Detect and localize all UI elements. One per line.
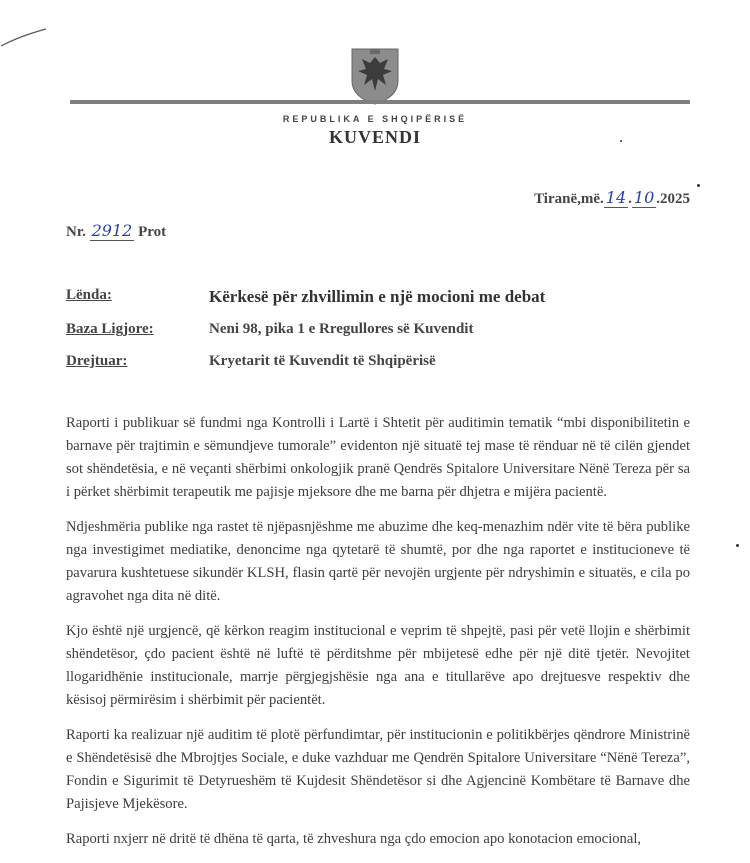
ink-dot xyxy=(620,140,622,142)
header-divider xyxy=(70,100,690,104)
protocol-number-line xyxy=(66,221,166,241)
body-paragraph: Kjo është një urgjencë, që kërkon reagim institucional e veprim të shpejtë, pasi për vetë llojin e shërbimit shëndetësor, çdo pacient është në luftë të përditshme për mbijetesë edhe për një ditë tjetër. Nevojitet llogaridhënie institucionale, marrje përgjegjshësie nga ana e titullarëve apo drejtuesve respektiv dhe kësisoj përmirësim i shërbimit për pacientët. xyxy=(66,623,690,708)
body-paragraph: Raporti nxjerr në dritë të dhëna të qarta, të zhveshura nga çdo emocion apo konotacion emocional, xyxy=(66,831,642,847)
coat-of-arms-emblem xyxy=(350,47,400,105)
letter-body xyxy=(66,412,690,863)
legal-basis-value: Neni 98, pika 1 e Rregullores së Kuvendit xyxy=(209,321,474,337)
pen-stroke-mark xyxy=(0,28,48,48)
institution-heading: KUVENDI xyxy=(328,127,421,147)
ink-dot xyxy=(697,184,700,187)
body-paragraph: Raporti ka realizuar një auditim të plotë përfundimtar, për institucionin e politikbërjes qëndrore Ministrinë e Shëndetësisë dhe Mbrojtjes Sociale, e duke vazhduar me Qendrën Spitalore Universitare “Nënë Tereza”, Fondin e Sigurimit të Detyrueshëm të Kujdesit Shëndetësor si dhe Agjencinë Kombëtare të Barnave dhe Pajisjeve Mjekësore. xyxy=(66,727,690,812)
protocol-number: 2912 xyxy=(91,221,133,240)
date-day: 14 xyxy=(605,188,627,207)
date-prefix: Tiranë,më. xyxy=(534,191,604,207)
addressed-to-value: Kryetarit të Kuvendit të Shqipërisë xyxy=(209,353,436,369)
addressed-to-label: Drejtuar: xyxy=(66,353,128,369)
subject-value: Kërkesë për zhvillimin e një mocioni me debat xyxy=(209,287,546,306)
date-month: 10 xyxy=(633,188,655,207)
republic-heading: REPUBLIKA E SHQIPËRISË xyxy=(282,114,468,124)
protocol-suffix: Prot xyxy=(138,224,167,240)
legal-basis-label: Baza Ligjore: xyxy=(66,321,154,337)
subject-label: Lënda: xyxy=(66,287,112,303)
body-paragraph: Ndjeshmëria publike nga rastet të njëpasnjëshme me abuzime dhe keq-menazhim ndër vite të bëra publike nga investigimet mediatike, denoncime nga qytetarë të shumtë, por dhe nga raportet e institucioneve të pavarura kushtetuese sikundër KLSH, flasin qartë për nevojën urgjente për ndryshimin e situatës, e cila po agravohet nga dita në ditë. xyxy=(66,519,690,604)
ink-dot xyxy=(736,544,739,547)
body-paragraph: Raporti i publikuar së fundmi nga Kontrolli i Lartë i Shtetit për auditimin tematik “mbi disponibilitetin e barnave për trajtimin e sëmundjeve tumorale” evidenton një situatë tej mase të rënduar në të cilën gjendet sot shëndetësia, e në veçanti shërbimi onkologjik pranë Qendrës Spitalore Universitare Nënë Tereza për sa i përket shërbimit terapeutik me pajisje mjeksore dhe me barna për dhjetra e mijëra pacientë. xyxy=(66,415,690,500)
date-year: .2025 xyxy=(656,191,690,207)
protocol-prefix: Nr. xyxy=(66,224,86,240)
date-line: Tiranë,më. 14 . 10 .2025 xyxy=(534,188,690,207)
